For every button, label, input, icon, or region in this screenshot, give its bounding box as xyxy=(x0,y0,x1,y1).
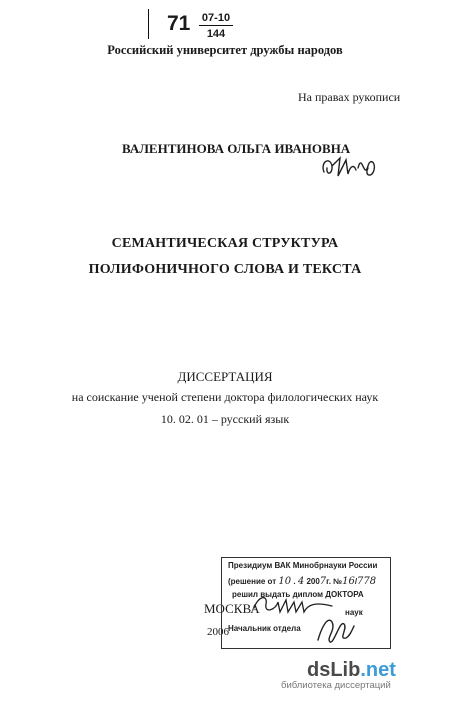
author-name: ВАЛЕНТИНОВА ОЛЬГА ИВАНОВНА xyxy=(122,141,351,156)
stamp-decision-number: 16 xyxy=(342,576,355,587)
stamp-line-5: Начальник отдела xyxy=(228,624,301,633)
library-code-main: 71 xyxy=(167,12,191,35)
stamp-line-2: (решение от 10 . 4 2007г. №16/778 xyxy=(228,576,377,587)
specialty-code: 10. 02. 01 – русский язык xyxy=(160,412,290,426)
document-type: ДИССЕРТАЦИЯ xyxy=(177,369,273,384)
city: МОСКВА xyxy=(204,601,260,616)
library-code-denominator: 144 xyxy=(206,28,226,40)
rights-notice: На правах рукописи xyxy=(298,90,401,104)
author-signature xyxy=(318,148,382,186)
stamp-decision-year-suffix: 7 xyxy=(319,576,327,587)
year: 2006 xyxy=(207,626,229,638)
stamp-signature xyxy=(312,612,356,648)
stamp-decision-day: 10 xyxy=(278,576,292,587)
stamp-decision-year-prefix: 200 xyxy=(306,577,320,586)
university-name: Российский университет дружбы народов xyxy=(107,43,343,57)
stamp-decision-number-label: г. № xyxy=(326,577,343,586)
library-code-fraction-line xyxy=(199,25,233,26)
dslib-watermark xyxy=(281,659,447,691)
library-code-numerator: 07-10 xyxy=(201,12,231,24)
stamp-line-1: Президиум ВАК Минобрнауки России xyxy=(228,561,378,570)
dissertation-title-line-2: ПОЛИФОНИЧНОГО СЛОВА И ТЕКСТА xyxy=(88,262,362,277)
stamp-decision-tail: 778 xyxy=(357,576,377,587)
dslib-subtitle: библиотека диссертаций xyxy=(281,680,391,691)
dissertation-title-line-1: СЕМАНТИЧЕСКАЯ СТРУКТУРА xyxy=(111,236,339,251)
dslib-logo: dsLib.net xyxy=(307,659,396,681)
stamp-line-4: наук xyxy=(345,608,363,617)
stamp-decision-month: 4 xyxy=(297,576,305,587)
degree-purpose: на соискание ученой степени доктора филологических наук xyxy=(71,390,379,404)
stamp-line-3: решил выдать диплом ДОКТОРА xyxy=(232,590,364,599)
stamp-decision-label: (решение от xyxy=(228,577,277,586)
